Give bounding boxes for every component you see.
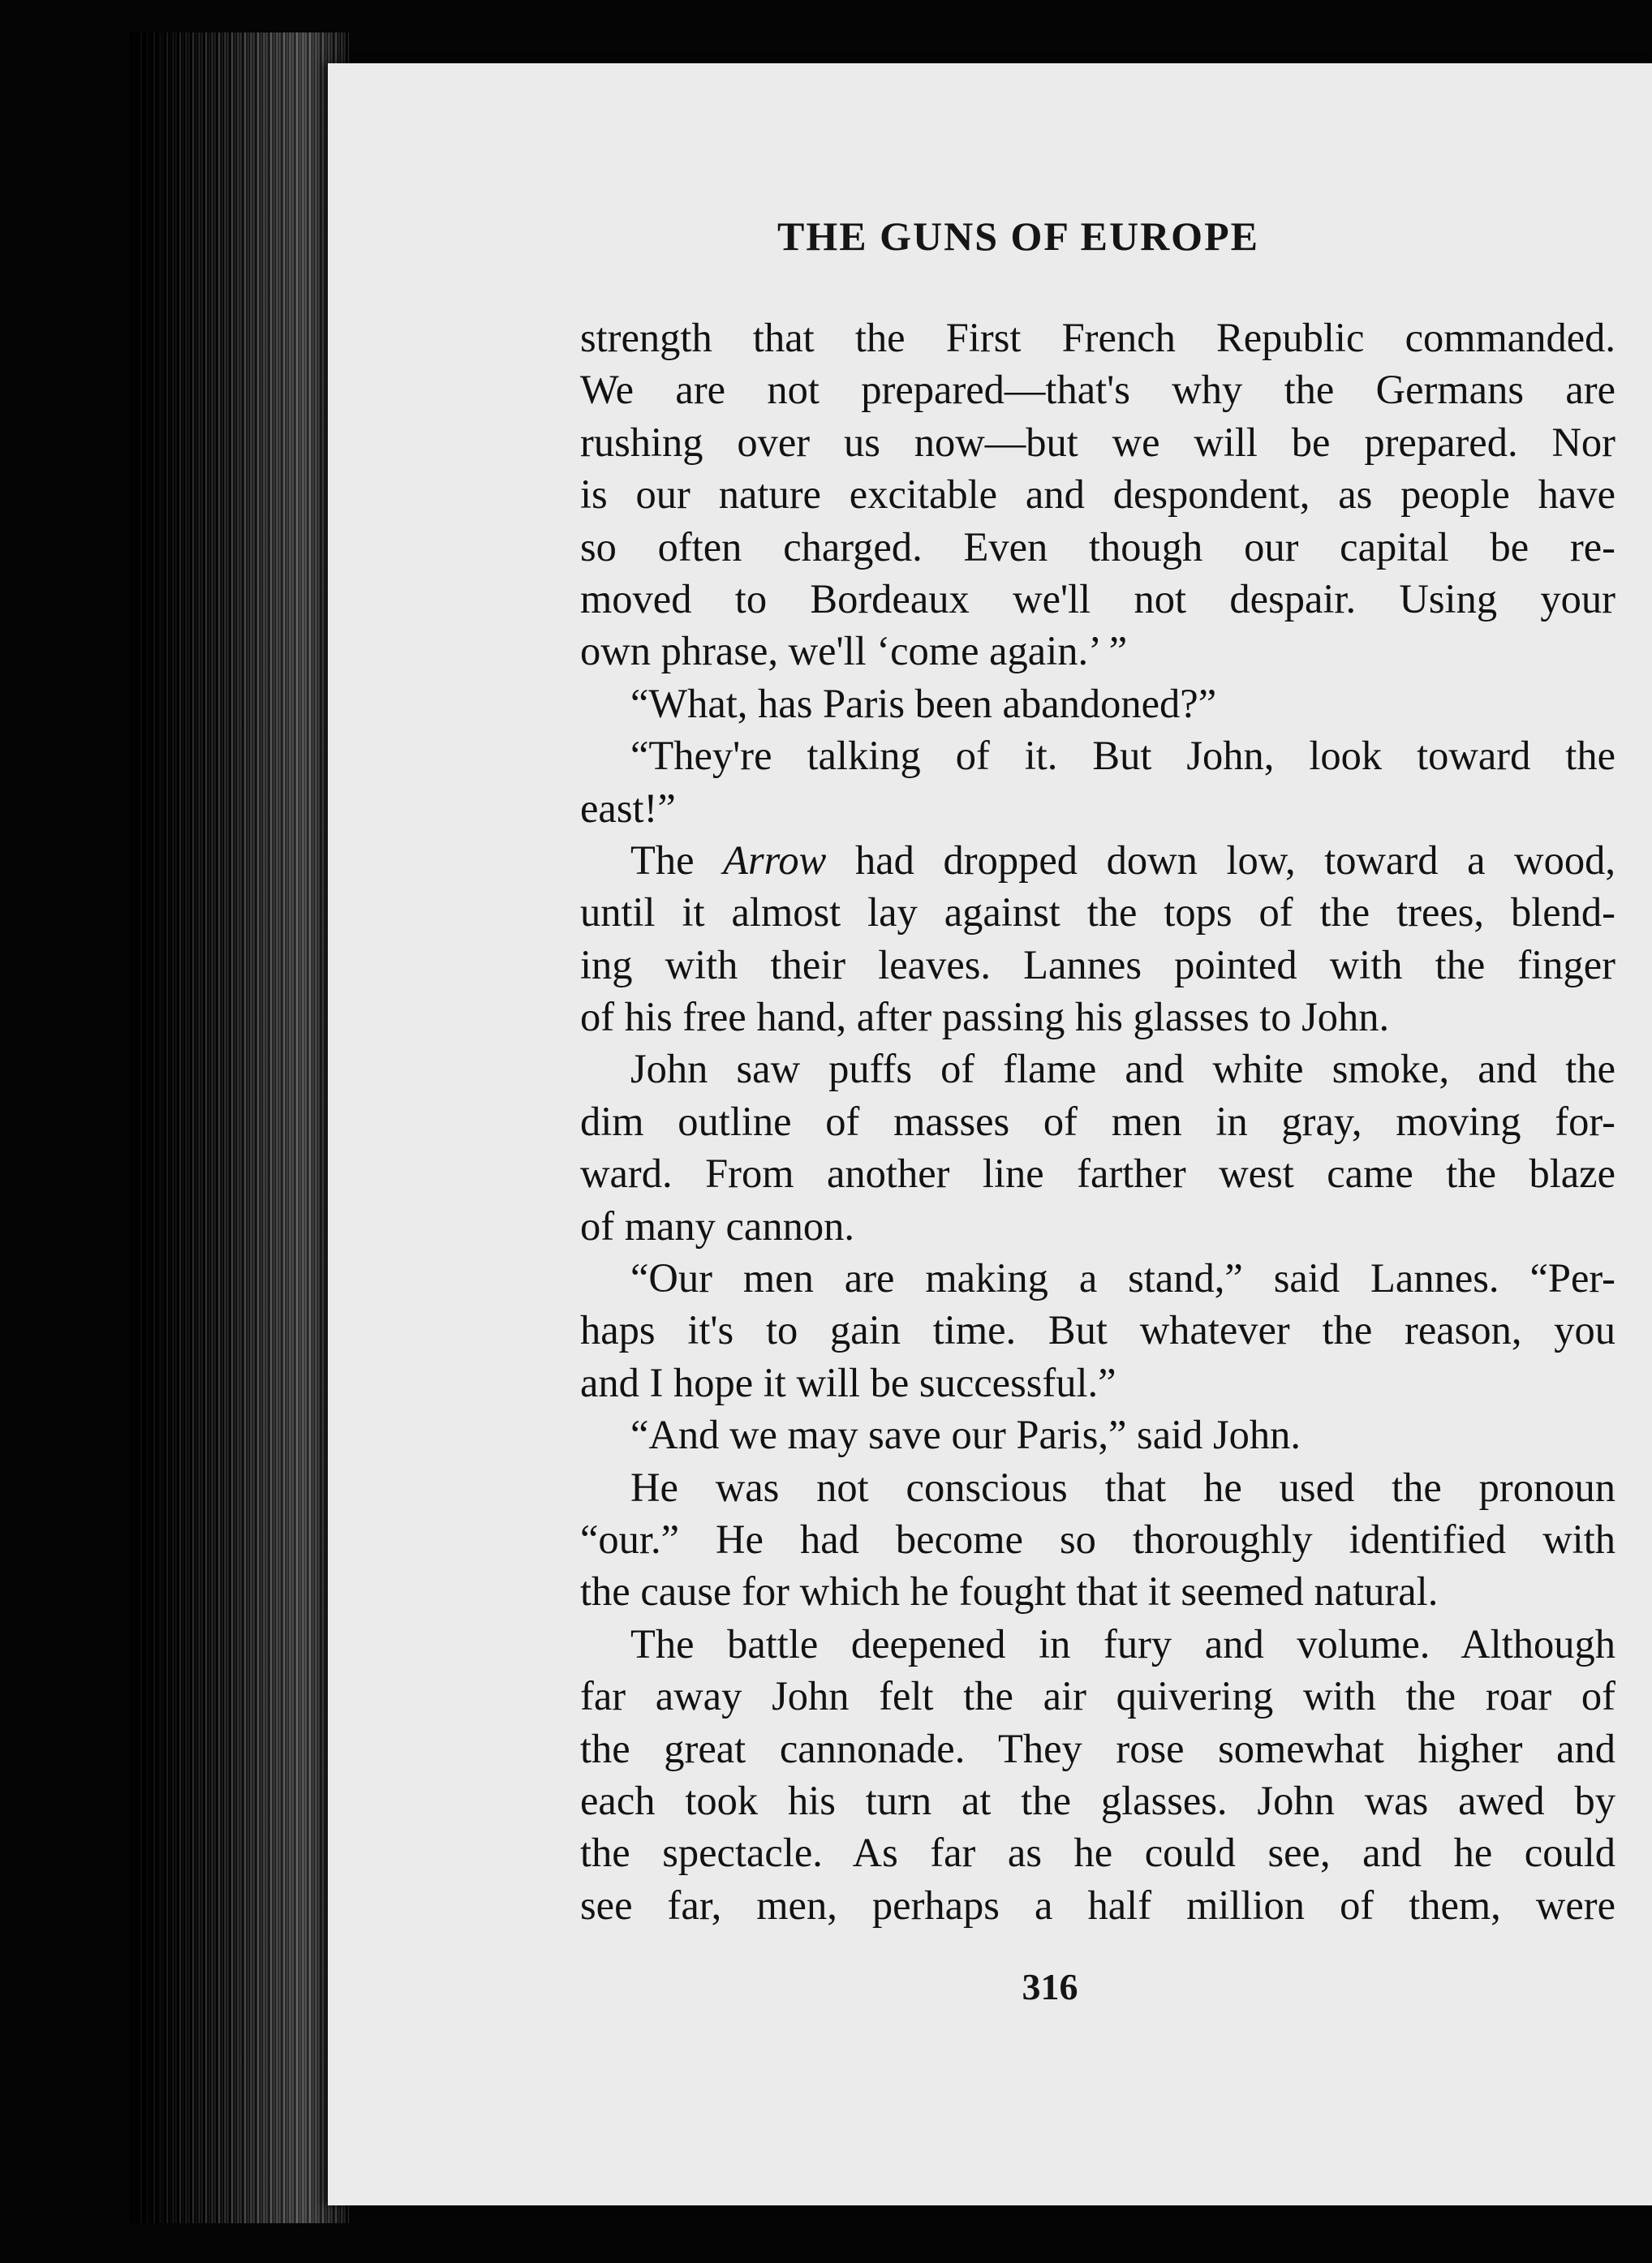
text-line: and I hope it will be successful.”	[580, 1359, 1116, 1405]
text-line: the spectacle. As far as he could see, and he could	[580, 1830, 1615, 1876]
text-line: so often charged. Even though our capital be re-	[580, 523, 1615, 570]
text-line: each took his turn at the glasses. John was awed by	[580, 1777, 1615, 1823]
text-line: haps it's to gain time. But whatever the reason, you	[580, 1307, 1615, 1353]
text-line: the great cannonade. They rose somewhat higher and	[580, 1725, 1615, 1771]
page-sheet	[328, 63, 1652, 2205]
page-number: 316	[1022, 1966, 1078, 2007]
text-line: east!”	[580, 785, 676, 831]
text-line: “our.” He had become so thoroughly identified with	[580, 1516, 1615, 1562]
text-line: “And we may save our Paris,” said John.	[630, 1412, 1301, 1458]
text-line: until it almost lay against the tops of the trees, blend-	[580, 889, 1615, 936]
body-text	[580, 312, 1615, 1931]
book-fore-edge	[130, 32, 349, 2223]
text-line: is our nature excitable and despondent, as people have	[580, 471, 1615, 518]
text-line: We are not prepared—that's why the Germans are	[580, 367, 1615, 413]
text-line: see far, men, perhaps a half million of them, were	[580, 1882, 1615, 1928]
text-line: dim outline of masses of men in gray, moving for-	[580, 1098, 1615, 1144]
text-line: The battle deepened in fury and volume. Although	[630, 1620, 1615, 1667]
text-line: “They're talking of it. But John, look toward the	[630, 733, 1615, 779]
text-line: rushing over us now—but we will be prepared. Nor	[580, 419, 1615, 465]
text-line: of his free hand, after passing his glasses to John.	[580, 994, 1390, 1040]
text-line: strength that the First French Republic commanded.	[580, 315, 1615, 360]
text-line: far away John felt the air quivering with the roar of	[580, 1673, 1615, 1719]
text-line: the cause for which he fought that it seemed natural.	[580, 1568, 1439, 1615]
text-line: own phrase, we'll ‘come again.’ ”	[580, 628, 1128, 674]
text-line: The Arrow had dropped down low, toward a wood,	[630, 837, 1616, 883]
ship-name-italic: Arrow	[723, 837, 827, 883]
text-line: of many cannon.	[580, 1202, 854, 1249]
text-line: moved to Bordeaux we'll not despair. Using your	[580, 575, 1615, 622]
text-line: ward. From another line farther west came the blaze	[580, 1151, 1615, 1197]
text-line: John saw puffs of flame and white smoke, and the	[630, 1046, 1615, 1092]
text-line: He was not conscious that he used the pronoun	[630, 1464, 1615, 1510]
text-line: “Our men are making a stand,” said Lannes. “Per-	[630, 1255, 1615, 1301]
running-head: THE GUNS OF EUROPE	[777, 213, 1259, 259]
text-line: “What, has Paris been abandoned?”	[630, 680, 1217, 726]
text-line: ing with their leaves. Lannes pointed with the finger	[580, 941, 1615, 987]
